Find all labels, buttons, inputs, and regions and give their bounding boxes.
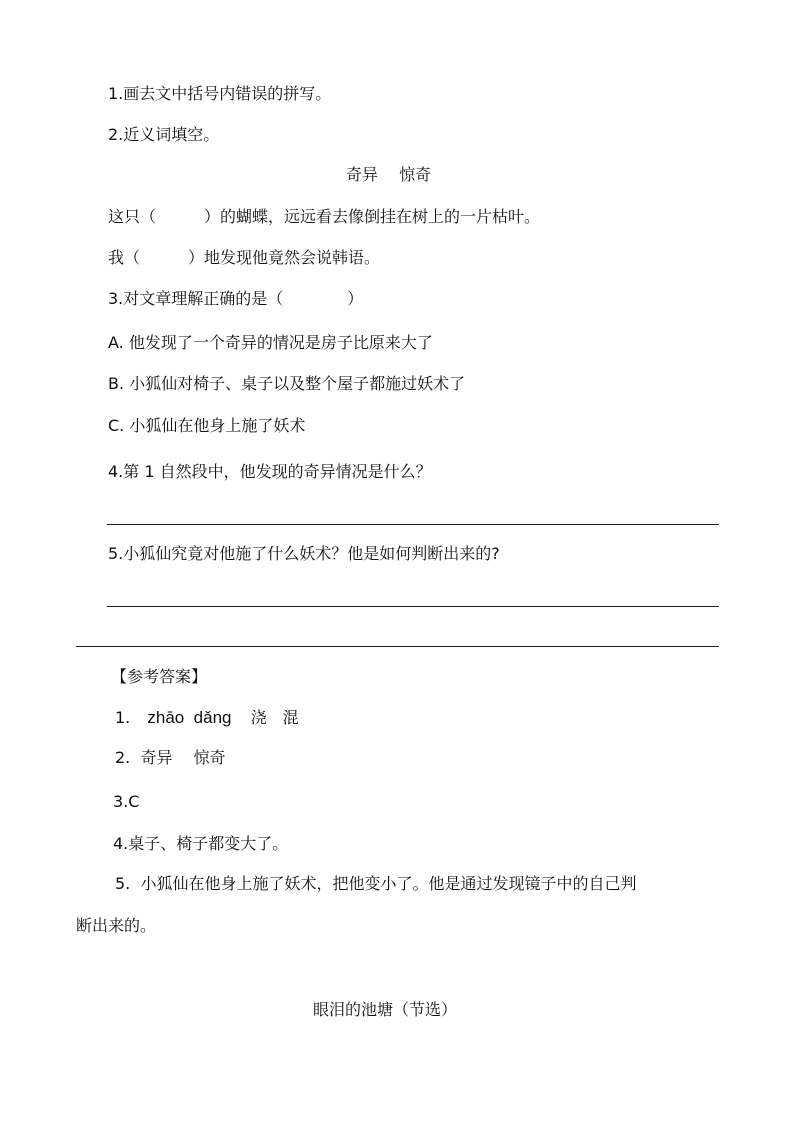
answer-line-4: [107, 524, 719, 525]
answer-1-pinyin: zhāo dǎng: [147, 708, 232, 727]
question-2-word-bank: 奇异 惊奇: [346, 165, 432, 184]
answer-4: 4.桌子、椅子都变大了。: [113, 834, 289, 853]
question-4: 4.第 1 自然段中，他发现的奇异情况是什么？: [108, 462, 432, 481]
answer-5-line-1: 5. 小狐仙在他身上施了妖术，把他变小了。他是通过发现镜子中的自己判: [115, 874, 637, 893]
answer-1-characters: 浇 混: [250, 708, 299, 727]
question-2: 2.近义词填空。: [108, 125, 220, 144]
answer-1-number: 1.: [115, 708, 131, 727]
question-3-option-b: B. 小狐仙对椅子、桌子以及整个屋子都施过妖术了: [108, 374, 466, 393]
question-3-option-c: C. 小狐仙在他身上施了妖术: [108, 416, 306, 435]
answer-2: 2. 奇异 惊奇: [115, 748, 226, 767]
question-3: 3.对文章理解正确的是（ ）: [108, 289, 364, 308]
question-1: 1.画去文中括号内错误的拼写。: [108, 84, 332, 103]
section-divider: [76, 646, 719, 647]
question-2-sentence-2: 我（ ）地发现他竟然会说韩语。: [108, 248, 381, 267]
answer-3: 3.C: [113, 792, 140, 811]
answer-line-5: [107, 606, 719, 607]
answers-heading: 【参考答案】: [111, 667, 208, 686]
next-section-title: 眼泪的池塘（节选）: [313, 1000, 458, 1019]
answer-1: [115, 708, 299, 728]
question-5: 5.小狐仙究竟对他施了什么妖术？他是如何判断出来的?: [108, 544, 500, 563]
question-2-sentence-1: 这只（ ）的蝴蝶，远远看去像倒挂在树上的一片枯叶。: [108, 207, 541, 226]
answer-5-line-2: 断出来的。: [76, 916, 157, 935]
question-3-option-a: A. 他发现了一个奇异的情况是房子比原来大了: [108, 333, 433, 352]
